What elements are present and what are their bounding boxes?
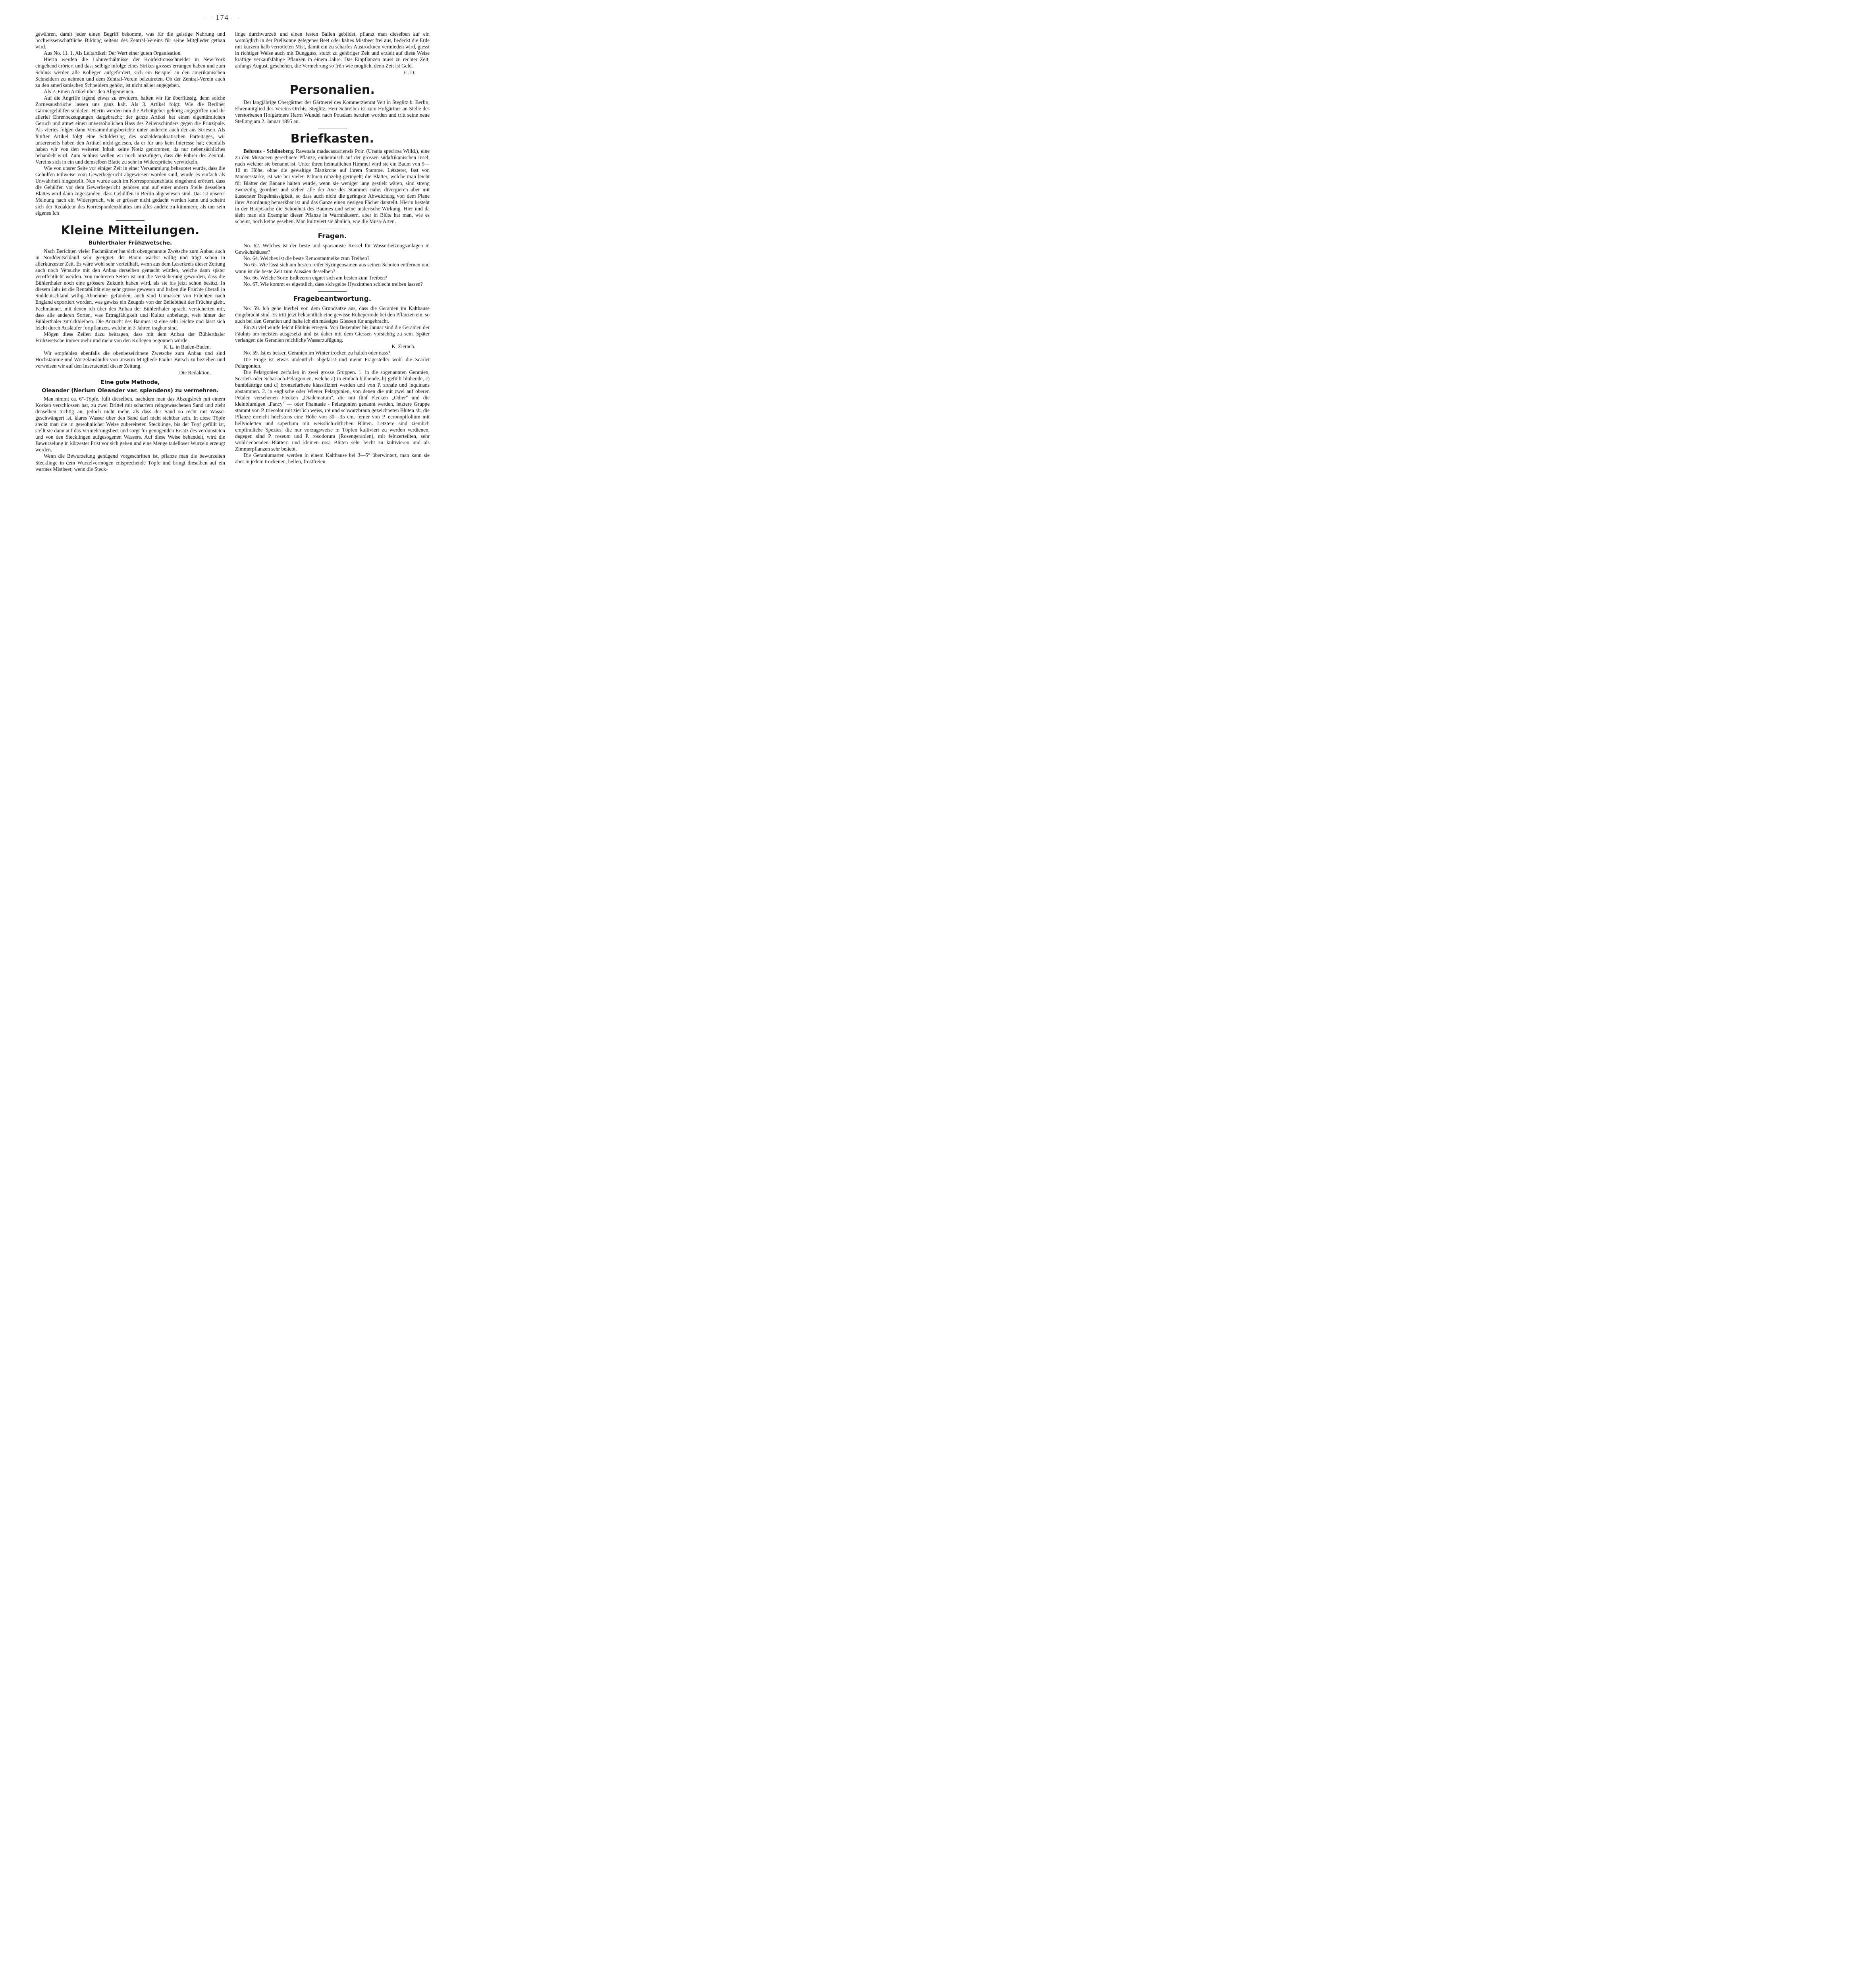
section-divider <box>116 220 145 221</box>
section-title-briefkasten: Briefkasten. <box>290 132 374 146</box>
question-item: No. 66. Welche Sorte Erdbeeren eignet sich am besten zum Treiben? <box>243 274 388 281</box>
paragraph: Ravenala madacascariensis Poir. (Urania speciosa Willd.), eine zu den Musaceen gerechnete Pflanze, einheimisch auf der grossen südafrikanischen Insel, nach welcher sie benannt ist. Unter ihren heimatlichen Himmel wird sie ein Baum von 9—10 m Höhe, ohne die gewaltige Blattkrone auf ihrem Stamme. Letzterer, fast von Mannesstärke, ist wie bei vielen Palmen runzelig geringelt; die Blätter, welche man leicht für Blätter der Banane halten würde, wenn sie weniger lang gestielt wären, sind streng zweizeilig geordnet und stehen alle der Axe des Stammes nahe, divergieren aber mit äusserster Regelmässigkeit, so dass auch nicht die geringste Abweichung von dem Plane ihrer Anordnung bemerkbar ist und das Ganze einen riesigen Fächer darstellt. Hierin besteht in der Hauptsache die Schönheit des Baumes und seine malerische Wirkung. Hier und da sieht man ein Exemplar dieser Pflanze in Warmhäusern, aber in Blüte hat man, wie es scheint, noch keine gesehen. Man kultiviert sie ähnlich, wie die Musa-Arten. <box>235 148 430 225</box>
page-number: — 174 — <box>205 13 239 21</box>
section-title-fragen: Fragen. <box>318 232 347 241</box>
paragraph: Wie von unsrer Seite vor einiger Zeit in einer Versammlung behauptet wurde, dass die Gehülfen teilweise vom Gewerbegericht abgewiesen worden sind, wurde es einfach als Unwahrheit hingestellt. Nun wurde auch im Korrespondenzblatte eingehend erörtert, dass die Gehülfen vor dem Gewerbegericht gehören und auf einer andern Stelle desselben Blattes wird dann zugestanden, dass Gehülfen in Berlin abgewiesen sind. Das ist unserer Meinung nach ein Widerspruch, wie er grösser nicht gedacht werden kann und scheint sich der Redakteur des Korrespondenzblattes um alles andere zu kümmern, als um sein eigenes Ich <box>35 165 225 216</box>
signature: K. Zierach. <box>391 343 415 350</box>
signature: C. D. <box>404 69 415 75</box>
paragraph: Als 2. Einen Artikel über den Allgemeinen. <box>44 88 135 94</box>
paragraph: Aus No. 11. 1. Als Leitartikel: Der Wert einer guten Organisation. <box>44 50 182 56</box>
paragraph: Der langjährige Obergärtner der Gärtnerei des Kommerzienrat Veit in Steglitz b. Berlin, Ehrenmitglied des Vereins Orchis, Steglitz, Herr Schreiber ist zum Hofgärtner an Stelle des verstorbenen Hofgärtners Herrn Wundel nach Potsdam berufen worden und tritt seine neue Stellung am 2. Januar 1895 an. <box>235 99 430 124</box>
paragraph: Wenn die Bewurzelung genügend vorgeschritten ist, pflanze man die bewurzelten Stecklinge in dem Wurzelvermögen entsprechende Töpfe und bringt dieselben auf ein warmes Mistbeet; wenn die Steck- <box>35 453 225 472</box>
paragraph: Mögen diese Zeilen dazu beitragen, dass mit dem Anbau der Bühlerthaler Frühzwetsche immer mehr und mehr von den Kollegen begonnen würde. <box>35 331 225 344</box>
question-item: No. 64. Welches ist die beste Remontantnelke zum Treiben? <box>243 255 370 262</box>
paragraph: Die Pelargonien zerfallen in zwei grosse Gruppen. 1. in die sogenannten Geranien, Scarlets oder Scharlach-Pelargonien, welche a) in einfach blühende, b) gefüllt blühende, c) buntblättrige und d) bronzefarbene klassifiziert werden und von P. zonale und inquinans abstammen. 2. in englische oder Wiener Pelargonien, von denen die mit zwei auf oberen Petalen versehenen Flecken „Diadematum", die mit fünf Flecken „Odier" und die kleinblumigen „Fancy" — oder Phantasie - Pelargonien genannt werden, letztere Gruppe stammt von P. triecolor mit zierlich weiss, rot und schwarzbraun gezeichneten Blüten ab; die Pflanze erreicht höchstens eine Höhe von 30—35 cm, ferner von P. ecronopifolium mit hellvioletten und superbum mit weisslich-rötlichen Blüten. Letztere sind ziemlich empfindliche Spezies, die nur vorzugsweise in Töpfen kultiviert zu werden verdienen, dagegen sind P. roseum und P. rosodorum (Rosengeranien), mit feinzerteilten, sehr wohlriechenden Blättern und kleinen rosa Blüten sehr leicht zu kultivieren und als Zimmerpflanzen sehr beliebt. <box>235 369 430 452</box>
paragraph: Die Geraniumarten werden in einem Kalthause bei 3—5° überwintert, man kann sie aber in jedem trockenen, hellen, frostfreien <box>235 452 430 465</box>
question-item: No. 62. Welches ist der beste und sparsamste Kessel für Wasserheizungsanlagen in Gewächshäuser? <box>235 243 430 255</box>
article-title-buehlerthaler: Bühlerthaler Frühzwetsche. <box>88 239 172 246</box>
paragraph: Auf die Angriffe irgend etwas zu erwidern, halten wir für überflüssig, denn solche Zornesausbrüche lassen uns ganz kalt. Als 3. Artikel folgt: Wie die Berliner Gärtnergehülfen schlafen. Hierin werden nun die Arbeitgeber gehörig angegriffen und ihr allerlei Ehrenbezeugungen dargebracht; der ganze Artikel hat einen eigentümlichen Geruch und atmet einen unversöhnlichen Hass des Zeilenschinders gegen die Prinzipale. Als viertes folgen dann Versammlungsberichte unter anderem auch der aus Striesen. Als fünfter Artikel folgt eine Schilderung des sozialdemokratischen Parteitages, wir unsererseits haben den Artikel nicht gelesen, da er für uns kein Interesse hat; ebenfalls haben wir von den weiteren Inhalt keine Notiz genommen, da nur nebensächliches behandelt wird. Zum Schluss wollen wir noch hinzufügen, dass die Führer des Zentral-Vereins sich in ein und demselben Blatte zu sehr in Widersprüche verwickeln. <box>35 94 225 165</box>
section-title-kleine-mitteilungen: Kleine Mitteilungen. <box>61 223 200 237</box>
paragraph: Die Frage ist etwas undeutlich abgefasst und meint Fragesteller wohl die Scarlet Pelargonien. <box>235 356 430 369</box>
paragraph: Hierin werden die Lohnverhältnisse der Konfektionsschneider in New-York eingehend erörtert und dass selbige infolge eines Strikes grosses errungen haben und zum Schluss werden alle Kollegen aufgefordert, sich ein Beispiel an den amerikanischen Schneidern zu nehmen und dem Zentral-Verein beizutreten. Ob der Zentral-Verein auch zu den amerikanischen Schneidern gehört, ist nicht näher angegeben. <box>35 56 225 88</box>
paragraph: Wir empfehlen ebenfalls die obenbezeichnete Zwetsche zum Anbau und sind Hochstämme und Wurzelausläufer von unserm Mitgliede Paulus Butsch zu beziehen und verweisen wir auf den Inseratenteil dieser Zeitung. <box>35 350 225 369</box>
recipient-name: Behrens - Schöneberg. <box>243 148 294 154</box>
section-title-personalien: Personalien. <box>289 83 375 97</box>
paragraph: Nach Berichten vieler Fachmänner hat sich obengenannte Zwetsche zum Anbau auch in Norddeutschland sehr geeignet. der Baum wächst willig und trägt schon in allerkürzester Zeit. Es wäre wohl sehr vorteilhaft, wenn aus dem Leserkreis dieser Zeitung auch noch Versuche mit den Anbau derselben gemacht würden, welche dann später veröffentlicht werden. Von mehreren Seiten ist mir die Versicherung geworden, dass die Bühlerthaler noch eine grössere Zukunft haben wird, als sie bis jetzt schon besitzt. In diesem Jahr ist die Rentabilität eine sehr grosse gewesen und haben die Früchte überall in Süddeutschland willig Abnehmer gefunden, auch sind Unmassen von Früchten nach England exportiert worden, was gewiss ein Zeugnis von der Beliebtheit der Früchte giebt. Fachmänner, mit denen ich über den Anbau der Bühlerthaler sprach, versicherten mir, dass alle anderen Sorten, was Ertragfähigkeit und Kultur anbelangt, weit hinter der Bühlerthaler zurückbleiben. Die Anzucht des Baumes ist eine sehr leichte und lässt sich leicht durch Ausläufer fortpflanzen, welche in 3 Jahren tragbar sind. <box>35 248 225 331</box>
signature: Die Redaktion. <box>179 369 211 376</box>
paragraph: No. 59. Ist es besser, Geranien im Winter trocken zu halten oder nass? <box>243 350 390 356</box>
question-item: No. 67. Wie kommt es eigentlich, dass sich gelbe Hyazinthen schlecht treiben lassen? <box>243 281 423 287</box>
paragraph: Ein zu viel würde leicht Fäulnis erregen. Von Dezember bis Januar sind die Geranien der Fäulnis am meisten ausgesetzt und ist daher mit dem Giessen vorsichtig zu sein. Später verlangen die Geranien reichliche Wasserzufügung. <box>235 324 430 343</box>
right-column <box>235 31 430 465</box>
newspaper-page <box>0 0 445 622</box>
paragraph: gewähren, damit jeder einen Begriff bekommt, was für die geistige Nahrung und hochwissenschaftliche Bildung seitens des Zentral-Vereins für seine Mitglieder gethan wird. <box>35 31 225 50</box>
article-title-oleander: Oleander (Nerium Oleander var. splendens) zu vermehren. <box>42 387 219 394</box>
article-title-methode: Eine gute Methode, <box>100 379 160 385</box>
briefkasten-entry <box>235 148 430 225</box>
signature: K. L. in Baden-Baden. <box>163 344 211 350</box>
paragraph: No. 59. Ich gehe hierbei von dem Grundsatze aus, dass die Geranien im Kalthause eingebracht sind. Es tritt jetzt bekanntlich eine gewisse Ruheperiode bei den Pflanzen ein, so auch bei den Geranien und halte ich ein mässiges Giessen für angebracht. <box>235 305 430 324</box>
left-column <box>35 31 225 472</box>
paragraph: linge durchwurzelt und einen festen Ballen gebildet, pflanzt man dieselben auf ein womöglich in der Prellsonne gelegenes Beet oder kaltes Mistbeet frei aus, bedeckt die Erde mit kurzem halb verrotteten Mist, damit ein zu scharfes Austrocknen vermieden wird, giesst in richtiger Weise auch mit Dungguss, stutzt zu gehöriger Zeit und erzielt auf diese Weise kräftige verkaufsfähige Pflanzen in einem Jahre. Das Einpflanzen muss zu rechter Zeit, anfangs August, geschehen, die Vermehrung so früh wie möglich, denn Zeit ist Geld. <box>235 31 430 69</box>
paragraph: Man nimmt ca. 6"-Töpfe, füllt dieselben, nachdem man das Abzugsloch mit einem Korken verschlossen hat, zu zwei Drittel mit scharfem reingewaschenen Sand und zieht denselben tüchtig an, jedoch nicht mehr, als dass der Sand so recht mit Wasser geschwängert ist, klares Wasser über den Sand darf nicht sichtbar sein. In diese Töpfe steckt man die in gewöhnlicher Weise zubereiteten Stecklinge, bis der Topf gefüllt ist, stellt sie dann auf das Vermehrungsbeet und sorgt für genügenden Ersatz des verdunsteten und von den Stecklingen aufgesogenen Wassers. Auf diese Weise behandelt, wird die Bewurzelung in kürzester Frist vor sich gehen und eine Menge tadelloser Wurzeln erzeugt werden. <box>35 395 225 453</box>
question-item: No 65. Wie lässt sich am besten reifer Syringensamen aus seinen Schoten entfernen und wann ist die beste Zeit zum Aussäen desselben? <box>235 262 430 274</box>
section-divider <box>318 291 347 292</box>
section-title-fragebeantwortung: Fragebeantwortung. <box>293 295 372 303</box>
